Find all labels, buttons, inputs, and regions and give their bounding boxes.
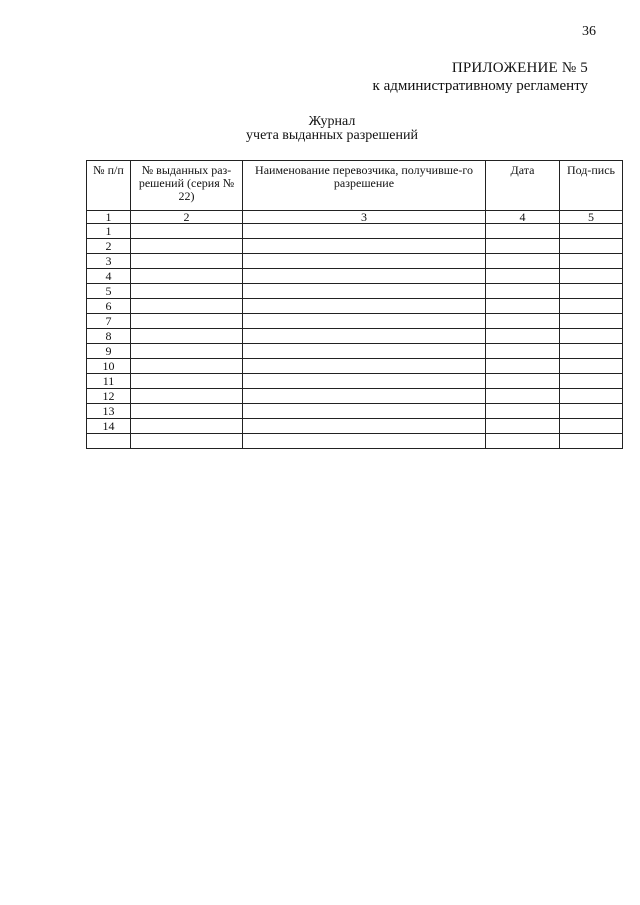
empty-cell — [243, 434, 486, 449]
header-row — [87, 161, 623, 211]
table-row — [87, 344, 623, 359]
empty-cell — [131, 284, 243, 299]
empty-cell — [243, 239, 486, 254]
empty-cell — [131, 224, 243, 239]
empty-cell — [486, 299, 560, 314]
empty-cell — [131, 374, 243, 389]
row-number-cell: 8 — [87, 329, 131, 344]
appendix-subtitle: к административному регламенту — [372, 78, 588, 94]
empty-cell — [243, 284, 486, 299]
column-number-cell: 2 — [131, 211, 243, 224]
journal-table — [86, 160, 623, 449]
empty-cell — [560, 344, 623, 359]
empty-cell — [560, 224, 623, 239]
table-row — [87, 329, 623, 344]
empty-cell — [243, 299, 486, 314]
empty-cell — [560, 389, 623, 404]
empty-cell — [486, 224, 560, 239]
row-number-cell: 3 — [87, 254, 131, 269]
column-number-cell: 1 — [87, 211, 131, 224]
table-row — [87, 299, 623, 314]
empty-cell — [131, 269, 243, 284]
column-number-cell: 5 — [560, 211, 623, 224]
table-row — [87, 374, 623, 389]
row-number-cell: 1 — [87, 224, 131, 239]
table-row — [87, 239, 623, 254]
header-cell-number: № п/п — [87, 161, 131, 211]
empty-cell — [243, 314, 486, 329]
column-number-cell: 3 — [243, 211, 486, 224]
table-row — [87, 434, 623, 449]
row-number-cell: 9 — [87, 344, 131, 359]
empty-cell — [131, 389, 243, 404]
empty-cell — [131, 419, 243, 434]
empty-cell — [243, 329, 486, 344]
column-number-cell: 4 — [486, 211, 560, 224]
empty-cell — [560, 269, 623, 284]
empty-cell — [560, 239, 623, 254]
empty-cell — [560, 314, 623, 329]
empty-cell — [486, 269, 560, 284]
header-cell-signature: Под-пись — [560, 161, 623, 211]
row-number-cell: 2 — [87, 239, 131, 254]
row-number-cell: 12 — [87, 389, 131, 404]
table-row — [87, 389, 623, 404]
empty-cell — [243, 254, 486, 269]
empty-cell — [243, 224, 486, 239]
empty-cell — [131, 434, 243, 449]
empty-cell — [486, 329, 560, 344]
empty-cell — [486, 389, 560, 404]
table-row — [87, 359, 623, 374]
header-cell-permit-number: № выданных раз-решений (серия № 22) — [131, 161, 243, 211]
empty-cell — [243, 389, 486, 404]
empty-cell — [560, 404, 623, 419]
empty-cell — [560, 434, 623, 449]
journal-subtitle: учета выданных разрешений — [246, 128, 418, 143]
row-number-cell: 10 — [87, 359, 131, 374]
empty-cell — [486, 344, 560, 359]
row-number-cell: 14 — [87, 419, 131, 434]
empty-cell — [560, 374, 623, 389]
table-row — [87, 284, 623, 299]
empty-cell — [560, 359, 623, 374]
table-row — [87, 419, 623, 434]
header-cell-carrier-name: Наименование перевозчика, получивше-го разрешение — [243, 161, 486, 211]
empty-cell — [486, 314, 560, 329]
table-row — [87, 314, 623, 329]
empty-cell — [131, 344, 243, 359]
row-number-cell: 6 — [87, 299, 131, 314]
empty-cell — [87, 434, 131, 449]
empty-cell — [560, 254, 623, 269]
empty-cell — [131, 254, 243, 269]
empty-cell — [486, 284, 560, 299]
empty-cell — [243, 269, 486, 284]
table-body — [87, 211, 623, 449]
empty-cell — [486, 404, 560, 419]
empty-cell — [486, 374, 560, 389]
empty-cell — [560, 299, 623, 314]
empty-cell — [243, 344, 486, 359]
row-number-cell: 5 — [87, 284, 131, 299]
row-number-cell: 4 — [87, 269, 131, 284]
empty-cell — [243, 404, 486, 419]
empty-cell — [131, 404, 243, 419]
appendix-title: ПРИЛОЖЕНИЕ № 5 — [451, 60, 588, 76]
empty-cell — [486, 359, 560, 374]
row-number-cell: 13 — [87, 404, 131, 419]
empty-cell — [131, 359, 243, 374]
row-number-cell: 11 — [87, 374, 131, 389]
empty-cell — [560, 419, 623, 434]
empty-cell — [243, 419, 486, 434]
empty-cell — [131, 329, 243, 344]
empty-cell — [486, 434, 560, 449]
header-cell-date: Дата — [486, 161, 560, 211]
empty-cell — [131, 239, 243, 254]
empty-cell — [560, 284, 623, 299]
empty-cell — [486, 254, 560, 269]
table-row — [87, 224, 623, 239]
empty-cell — [486, 239, 560, 254]
empty-cell — [243, 359, 486, 374]
empty-cell — [243, 374, 486, 389]
empty-cell — [131, 299, 243, 314]
empty-cell — [560, 329, 623, 344]
empty-cell — [486, 419, 560, 434]
column-number-row — [87, 211, 623, 224]
table-row — [87, 404, 623, 419]
row-number-cell: 7 — [87, 314, 131, 329]
empty-cell — [131, 314, 243, 329]
journal-title: Журнал — [308, 114, 356, 129]
table-row — [87, 269, 623, 284]
table-row — [87, 254, 623, 269]
page-number: 36 — [582, 24, 596, 39]
